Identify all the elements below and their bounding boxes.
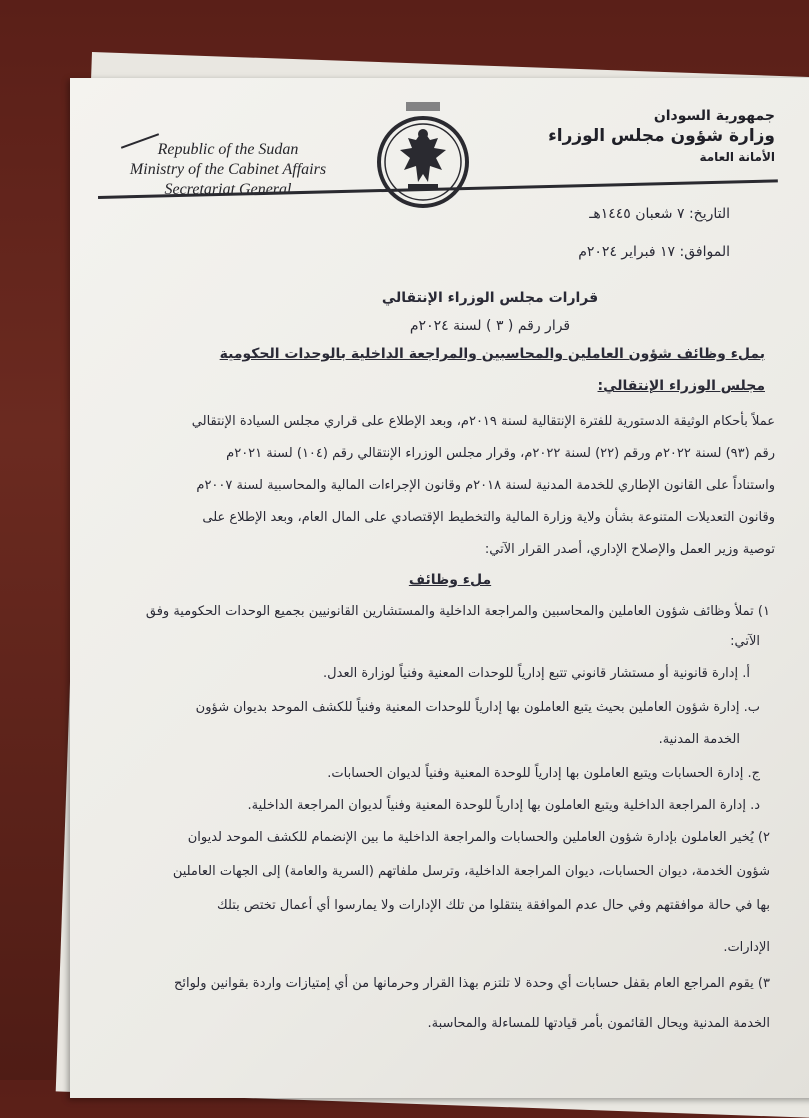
item-1d: د. إدارة المراجعة الداخلية ويتبع العاملون بها إدارياً للوحدة المعنية وفنياً لديوان المراجعة الداخلية.: [247, 798, 760, 813]
item-1: ١) تملأ وظائف شؤون العاملين والمحاسبين والمراجعة الداخلية والمستشارين القانونيين بجميع الوحدات الحكومية وفق: [145, 604, 770, 619]
decision-heading: قرارات مجلس الوزراء الإنتقالي: [381, 290, 599, 306]
preamble-line-5: توصية وزير العمل والإصلاح الإداري، أصدر القرار الآتي:: [484, 542, 775, 557]
decision-number: قرار رقم ( ٣ ) لسنة ٢٠٢٤م: [409, 318, 571, 334]
en-ministry: Ministry of the Cabinet Affairs: [129, 161, 327, 178]
preamble-line-1: عملاً بأحكام الوثيقة الدستورية للفترة الإنتقالية لسنة ٢٠١٩م، وبعد الإطلاع على قراري مجلس السيادة الإنتقالي: [191, 414, 775, 429]
item-2: ٢) يُخير العاملون بإدارة شؤون العاملين والحسابات والمراجعة الداخلية ما بين الإنضمام للكشف الموحد لديوان: [187, 830, 770, 845]
gregorian-date: [440, 244, 730, 260]
preamble-line-2: رقم (٩٣) لسنة ٢٠٢٢م ورقم (٢٢) لسنة ٢٠٢٢م، وقرار مجلس الوزراء الإنتقالي رقم (١٠٤) لسنة ٢٠٢١م: [226, 446, 775, 461]
en-secretariat: Secretariat General: [164, 181, 292, 198]
item-2-cont-3: الإدارات.: [723, 940, 770, 955]
council-heading: مجلس الوزراء الإنتقالي:: [597, 378, 765, 394]
preamble-line-3: واستناداً على القانون الإطاري للخدمة المدنية لسنة ٢٠١٨م وقانون الإجراءات المالية والمحاسبية لسنة ٢٠٠٧م: [196, 478, 775, 493]
arabic-letterhead: [520, 108, 775, 164]
ar-country: جمهورية السودان: [653, 108, 775, 124]
en-country: Republic of the Sudan: [157, 141, 299, 158]
item-2-cont-2: بها في حالة موافقتهم وفي حال عدم الموافقة ينتقلوا من تلك الإدارات ولا يمارسوا أي أعمال تختص بتلك: [216, 898, 770, 913]
item-1b-cont: الخدمة المدنية.: [658, 732, 740, 747]
sudan-emblem-icon: [368, 100, 478, 210]
hijri-date-label: التاريخ:: [688, 206, 730, 222]
item-1c: ج. إدارة الحسابات ويتبع العاملون بها إدارياً للوحدة المعنية وفنياً لديوان الحسابات.: [327, 766, 760, 781]
item-3-cont: الخدمة المدنية ويحال القائمون بأمر قيادتها للمساءلة والمحاسبة.: [427, 1016, 770, 1031]
gregorian-date-label: الموافق:: [679, 244, 730, 260]
item-1a: أ. إدارة قانونية أو مستشار قانوني تتبع إدارياً للوحدات المعنية وفنياً لوزارة العدل.: [323, 666, 750, 681]
ar-ministry: وزارة شؤون مجلس الوزراء: [548, 126, 775, 146]
section-title: ملء وظائف: [408, 572, 492, 588]
hijri-date-value: ٧ شعبان ١٤٤٥هـ: [589, 206, 685, 222]
ar-secretariat: الأمانة العامة: [699, 150, 775, 164]
item-3: ٣) يقوم المراجع العام بقفل حسابات أي وحدة لا تلتزم بهذا القرار وحرمانها من أي إمتيازات واردة بقوانين ولوائح: [173, 976, 770, 991]
gregorian-date-value: ١٧ فبراير ٢٠٢٤م: [578, 244, 676, 260]
preamble-line-4: وقانون التعديلات المتنوعة بشأن ولاية وزارة المالية والتخطيط الإقتصادي على المال العام، وبعد الإطلاع على: [202, 510, 775, 525]
item-1b: ب. إدارة شؤون العاملين بحيث يتبع العاملون بها إدارياً للوحدات المعنية وفنياً للكشف الموحد بديوان شؤون: [195, 700, 760, 715]
item-2-cont-1: شؤون الخدمة، ديوان الحسابات، ديوان المراجعة الداخلية، وترسل ملفاتهم (السرية والعامة) إلى الجهات العاملين: [172, 864, 770, 879]
decision-subject: بملء وظائف شؤون العاملين والمحاسبين والمراجعة الداخلية بالوحدات الحكومية: [219, 346, 765, 362]
hijri-date: [440, 206, 730, 222]
item-1-cont: الآتي:: [730, 634, 760, 649]
